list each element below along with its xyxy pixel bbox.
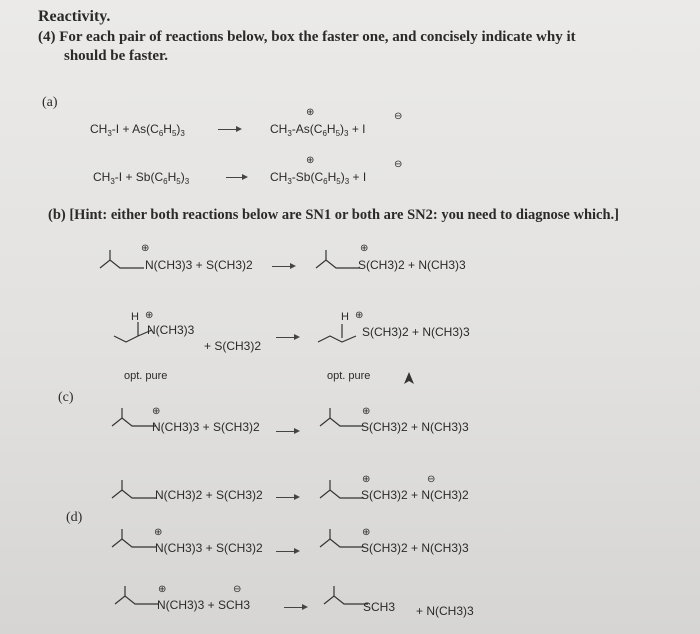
part-d-rxn1-reactants: N(CH3)2 + S(CH3)2 [155,488,263,502]
plus-charge-icon: ⊕ [306,155,315,166]
reaction-arrow [276,337,298,338]
reaction-arrow [272,266,294,267]
part-b-rxn1-reactants: N(CH3)3 + S(CH3)2 [145,258,253,272]
prompt-line-2: should be faster. [64,48,169,64]
mouse-cursor-icon [402,371,416,387]
reaction-arrow [276,497,298,498]
part-d-rxn3-product-sulfide: SCH3 [363,600,396,614]
part-b-rxn1-products: S(CH3)2 + N(CH3)3 [358,258,466,272]
reaction-arrow [226,177,246,178]
part-a-label: (a) [42,95,58,110]
part-b-hint: (b) [Hint: either both reactions below are SN1 or both are SN2: you need to diagnose which.] [48,207,620,223]
part-d-rxn2-reactants: N(CH3)3 + S(CH3)2 [155,541,263,555]
hydrogen-label: H [341,311,349,323]
plus-charge-icon: ⊕ [362,474,371,485]
plus-charge-icon: ⊕ [145,310,154,321]
prompt-line-1: (4) For each pair of reactions below, box the faster one, and concisely indicate why it [38,29,576,45]
part-c-products: S(CH3)2 + N(CH3)3 [361,420,469,434]
alkyl-skeleton-icon [110,476,160,502]
plus-charge-icon: ⊕ [154,527,163,538]
reaction-arrow [276,551,298,552]
part-b-rxn2-products: S(CH3)2 + N(CH3)3 [362,325,470,339]
part-b-rxn2-nucleophile: + S(CH3)2 [204,339,262,353]
plus-charge-icon: ⊕ [362,406,371,417]
reaction-arrow [284,607,306,608]
opt-pure-left: opt. pure [124,370,168,382]
part-c-label: (c) [58,390,74,405]
hydrogen-label: H [131,311,139,323]
plus-charge-icon: ⊕ [360,243,369,254]
part-a-rxn2-reactants: $CH_3-I + Sb(C_6H_5)_3$ [93,170,190,186]
opt-pure-right: opt. pure [327,370,371,382]
plus-charge-icon: ⊕ [158,584,167,595]
part-a-rxn1-reactants: $CH_3-I + As(C_6H_5)_3$ [90,122,185,138]
reaction-arrow [218,129,240,130]
part-d-rxn1-products: S(CH3)2 + N(CH3)2 [361,488,469,502]
plus-charge-icon: ⊕ [355,310,364,321]
part-a-rxn2-products: $CH_3-Sb(C_6H_5)_3 + I$ [270,170,367,186]
plus-charge-icon: ⊕ [152,406,161,417]
part-d-label: (d) [66,510,83,525]
section-title: Reactivity. [38,8,111,25]
alkyl-skeleton-icon [316,316,360,346]
part-d-rxn3-reactants: N(CH3)3 + SCH3 [157,598,251,612]
alkyl-skeleton-icon [113,582,163,608]
part-b-rxn2-leaving-group: N(CH3)3 [147,323,195,337]
minus-charge-icon: ⊖ [233,584,242,595]
reaction-arrow [276,431,298,432]
question-prompt [38,28,678,66]
alkyl-skeleton-icon [314,246,364,272]
part-d-rxn3-product-amine: + N(CH3)3 [416,604,474,618]
plus-charge-icon: ⊕ [306,107,315,118]
minus-charge-icon: ⊖ [394,159,403,170]
minus-charge-icon: ⊖ [427,474,436,485]
part-a-rxn1-products: $CH_3-As(C_6H_5)_3 + I$ [270,122,366,138]
part-c-reactants: N(CH3)3 + S(CH3)2 [152,420,260,434]
part-d-rxn2-products: S(CH3)2 + N(CH3)3 [361,541,469,555]
alkyl-skeleton-icon [110,525,163,551]
plus-charge-icon: ⊕ [141,243,150,254]
minus-charge-icon: ⊖ [394,111,403,122]
plus-charge-icon: ⊕ [362,527,371,538]
